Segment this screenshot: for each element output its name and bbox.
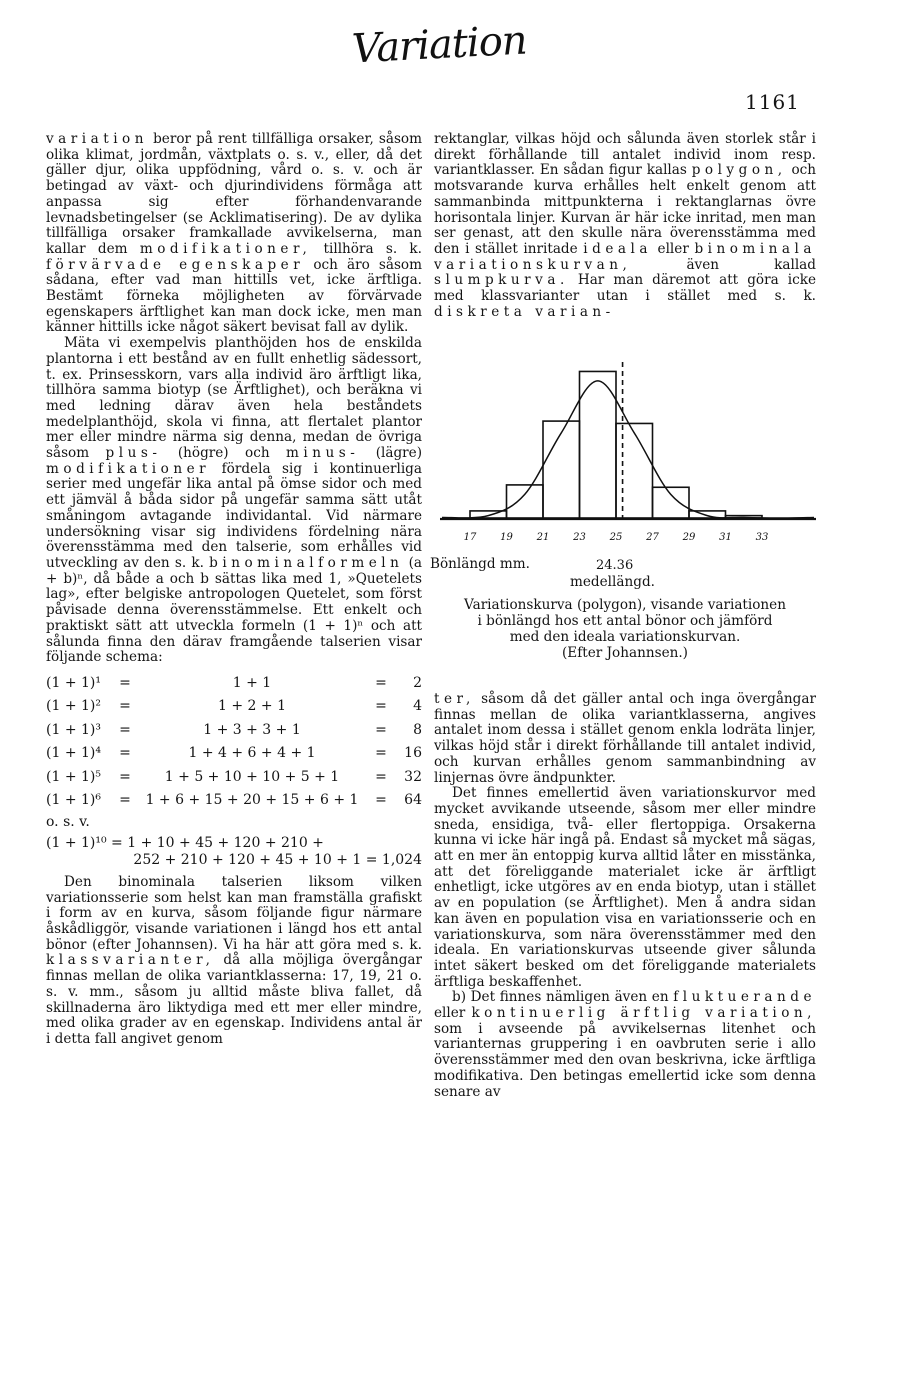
emphasized-text: kontinuerlig ärftlig variation,: [471, 1005, 816, 1022]
emphasized-text: polygon,: [691, 162, 787, 179]
x-tick-label: 27: [646, 532, 659, 543]
text-run: som i avseende på avvikelsernas litenhet och varianternas gruppering i en oavbruten serie i allo överensstämmer med den ovan beskrivna, icke ärftliga modifikativa. Den betingas emellertid icke som denna senare av: [434, 1020, 816, 1100]
text-run: eller: [651, 240, 695, 257]
text-run: rektanglar, vilkas höjd och sålunda även storlek står i direkt förhållande till antalet individ inom resp. variantklasser. En sådan figur kallas: [434, 131, 816, 179]
formula-lhs: (1 + 1)⁶: [46, 792, 101, 809]
formula-terms: 1 + 6 + 15 + 20 + 15 + 6 + 1: [145, 792, 359, 809]
chart-bar: [580, 371, 617, 518]
caption-line: (Efter Johannsen.): [562, 645, 688, 661]
chart-bar: [543, 421, 580, 518]
emphasized-text: modifikationer,: [139, 240, 312, 257]
formula-terms: 1 + 5 + 10 + 10 + 5 + 1: [164, 768, 340, 785]
text-run: b) Det finnes nämligen även en: [452, 989, 674, 1006]
formula-lhs: (1 + 1)¹: [46, 674, 101, 691]
left-column: [46, 132, 422, 1048]
handwritten-title: Variation: [350, 17, 528, 73]
paragraph: [434, 786, 816, 990]
equals-sign: =: [375, 745, 387, 762]
emphasized-text: variation: [46, 131, 148, 147]
emphasized-text: plus-: [105, 445, 162, 462]
emphasized-text: ideala: [583, 240, 652, 257]
emphasized-text: binominalformeln: [209, 554, 404, 571]
text-run: (lägre): [359, 445, 423, 462]
formula-row: [46, 766, 422, 790]
formula-lhs: (1 + 1)²: [46, 698, 101, 715]
equals-sign: =: [119, 745, 131, 762]
formula-power-10-line2: 252 + 210 + 120 + 45 + 10 + 1 = 1,024: [133, 851, 422, 868]
mean-label: medellängd.: [570, 574, 655, 590]
ideal-curve: [442, 381, 814, 518]
emphasized-text: modifikationer: [46, 460, 211, 477]
paragraph: [434, 132, 816, 320]
formula-sum: 4: [413, 698, 422, 715]
paragraph: [434, 990, 816, 1100]
text-run: då alla möjliga övergångar finnas mellan de olika variantklasserna: 17, 19, 21 o. s. v. mm., såsom ju alltid måste bliva fallet, då skillnaderna äro liktydiga med ett mer eller mindre, med olika grader av en egenskap. Individens antal är i detta fall angivet genom: [46, 952, 422, 1047]
equals-sign: =: [119, 698, 131, 715]
right-column-bottom: [434, 692, 816, 1100]
text-run: och äro såsom sådana, efter vad man hittills vet, icke ärftliga. Bestämt förneka möjligheten av förvärvade egenskapers ärftlighet kan man dock icke, men man känner hittills icke något säkert bevisat fall av dylik.: [46, 256, 422, 336]
emphasized-text: binominala variationskurvan,: [434, 240, 816, 273]
emphasized-text: minus-: [285, 445, 360, 462]
text-run: eller: [434, 1005, 472, 1022]
chart-bar: [653, 487, 690, 518]
formula-terms: 1 + 4 + 6 + 4 + 1: [188, 745, 316, 762]
text-run: och motsvarande kurva erhålles helt enkelt genom att sammanbinda mittpunkterna i rektanglarnas övre horisontala linjer. Kurvan är här icke inritad, men man ser genast, att den skulle nära överensstämma med den i stället inritade: [434, 162, 817, 257]
formula-terms: 1 + 1: [232, 674, 272, 691]
equals-sign: =: [375, 792, 387, 809]
emphasized-text: slumpkurva.: [434, 272, 569, 289]
formula-row: [46, 789, 422, 813]
formula-sum: 64: [404, 792, 422, 809]
chart-bar: [507, 485, 544, 518]
formula-row: [46, 672, 422, 696]
equals-sign: =: [119, 674, 131, 691]
x-tick-label: 29: [682, 532, 696, 543]
caption-line: med den ideala variationskurvan.: [509, 629, 741, 645]
page-number: 1161: [745, 90, 800, 114]
text-run: Mäta vi exempelvis planthöjden hos de enskilda plantorna i ett bestånd av en fullt enhetlig sädessort, t. ex. Prinsesskorn, vars alla individ äro ärftligt lika, tillhöra samma biotyp (se Ärftlighet), och beräkna vi med ledning därav även hela beståndets medelplanthöjd, skola vi finna, att flertalet plantor mer eller mindre närma sig denna, medan de övriga såsom: [46, 335, 422, 462]
text-run: tillhöra s. k.: [311, 240, 422, 257]
x-tick-label: 21: [536, 532, 550, 543]
formula-sum: 8: [413, 721, 422, 738]
text-run: Har man däremot att göra icke med klassvarianter utan i stället med s. k.: [434, 272, 816, 305]
emphasized-text: ter,: [434, 691, 475, 707]
x-tick-label: 31: [719, 532, 732, 543]
formula-lhs: (1 + 1)³: [46, 721, 101, 738]
text-run: beror på rent tillfälliga orsaker, såsom olika klimat, jordmån, växtplats o. s. v., eller, då det gäller djur, olika uppfödning, vård o. s. v. och är betingad av växt- och djurindividens förmåga att anpassa sig efter förhandenvarande levnadsbetingelser (se Acklimatisering). De av dylika tillfälliga orsaker framkallade avvikelserna, man kallar dem: [46, 131, 422, 257]
emphasized-text: fluktuerande: [673, 989, 816, 1006]
formula-osv: o. s. v.: [46, 813, 90, 830]
text-run: Det finnes emellertid även variationskurvor med mycket avvikande utseende, såsom mer eller mindre sneda, ensidiga, två- eller flertoppiga. Orsakerna kunna vi icke här ingå på. Endast så mycket må sägas, att en mer än entoppig kurva alltid låter en misstänka, att det föreliggande materialet icke är ärftligt enhetligt, icke utgöres av en enda biotyp, utan i stället av en population (se Ärftlighet). Men å andra sidan kan även en population visa en variationsserie och en variationskurva, som nära överensstämmer med den ideala. En variationskurvas utseende giver sålunda intet säkert besked om det föreliggande materialets ärftliga beskaffenhet.: [434, 785, 816, 990]
formula-lhs: (1 + 1)⁵: [46, 768, 101, 785]
formula-terms: 1 + 2 + 1: [218, 698, 286, 715]
formula-sum: 2: [413, 674, 422, 691]
chart-svg: [432, 356, 822, 546]
equals-sign: =: [375, 674, 387, 691]
right-column-top: [434, 132, 816, 320]
caption-line: i bönlängd hos ett antal bönor och jämförd: [477, 613, 773, 629]
formula-power-10: [46, 835, 422, 869]
formula-sum: 32: [404, 768, 422, 785]
text-run: (a + b)ⁿ, då både a och b sättas lika med 1, »Quetelets lag», efter belgiske antropologen Quetelet, som först påvisade denna överensstämmelse. Ett enkelt och praktiskt sätt att utveckla formeln (1 + 1)ⁿ och att sålunda finna den därav framgående talserien visar följande schema:: [46, 554, 422, 666]
formula-lhs: (1 + 1)⁴: [46, 745, 101, 762]
equals-sign: =: [375, 768, 387, 785]
text-run: såsom då det gäller antal och inga övergångar finnas mellan de olika variantklasserna, angives antalet inom dessa i stället genom enkla lodräta linjer, vilkas höjd står i direkt förhållande till antalet individ, och kurvan erhålles genom sammanbindning av linjernas övre ändpunkter.: [434, 691, 816, 786]
x-tick-label: 25: [609, 532, 623, 543]
equals-sign: =: [375, 698, 387, 715]
equals-sign: =: [119, 768, 131, 785]
paragraph: [46, 875, 422, 1048]
chart-bar: [616, 423, 653, 518]
text-run: (högre) och: [161, 445, 286, 462]
paragraph: [434, 692, 816, 786]
text-run: Den binominala talserien liksom vilken variationsserie som helst kan man framställa grafiskt i form av en kurva, såsom följande figur närmare åskådliggör, visande variationen i längd hos ett antal bönor (efter Johannsen). Vi ha här att göra med s. k.: [46, 873, 422, 953]
formula-sum: 16: [404, 745, 422, 762]
emphasized-text: förvärvade egenskaper: [46, 256, 305, 273]
mean-value: 24.36: [596, 558, 634, 573]
equals-sign: =: [375, 721, 387, 738]
formula-power-10-line1: (1 + 1)¹⁰ = 1 + 10 + 45 + 120 + 210 +: [46, 834, 324, 851]
caption-line: Variationskurva (polygon), visande variationen: [464, 597, 786, 613]
emphasized-text: diskreta varian-: [434, 303, 615, 320]
x-tick-label: 19: [500, 532, 513, 543]
text-run: även kallad: [631, 256, 816, 273]
x-axis-title: Bönlängd mm.: [430, 556, 530, 572]
formula-terms: 1 + 3 + 3 + 1: [203, 721, 301, 738]
x-tick-label: 17: [463, 532, 477, 543]
variation-chart: [432, 356, 822, 546]
formula-row: [46, 719, 422, 743]
emphasized-text: klassvarianter,: [46, 952, 215, 969]
x-tick-label: 23: [573, 532, 586, 543]
equals-sign: =: [119, 792, 131, 809]
text-run: fördela sig i kontinuerliga serier med ungefär lika antal på ömse sidor och med ett jämväl å båda sidor på ungefär samma sätt utåt småningom avtagande individantal. Vid närmare undersökning visar sig individens fördelning nära överensstämma med den talserie, som erhålles vid utveckling av den s. k.: [46, 460, 422, 571]
paragraph: [46, 336, 422, 666]
formula-row: [46, 742, 422, 766]
binomial-scheme: [46, 672, 422, 869]
equals-sign: =: [119, 721, 131, 738]
paragraph: [46, 132, 422, 336]
x-tick-label: 33: [755, 532, 769, 543]
formula-row: [46, 695, 422, 719]
figure-caption: [434, 597, 816, 661]
